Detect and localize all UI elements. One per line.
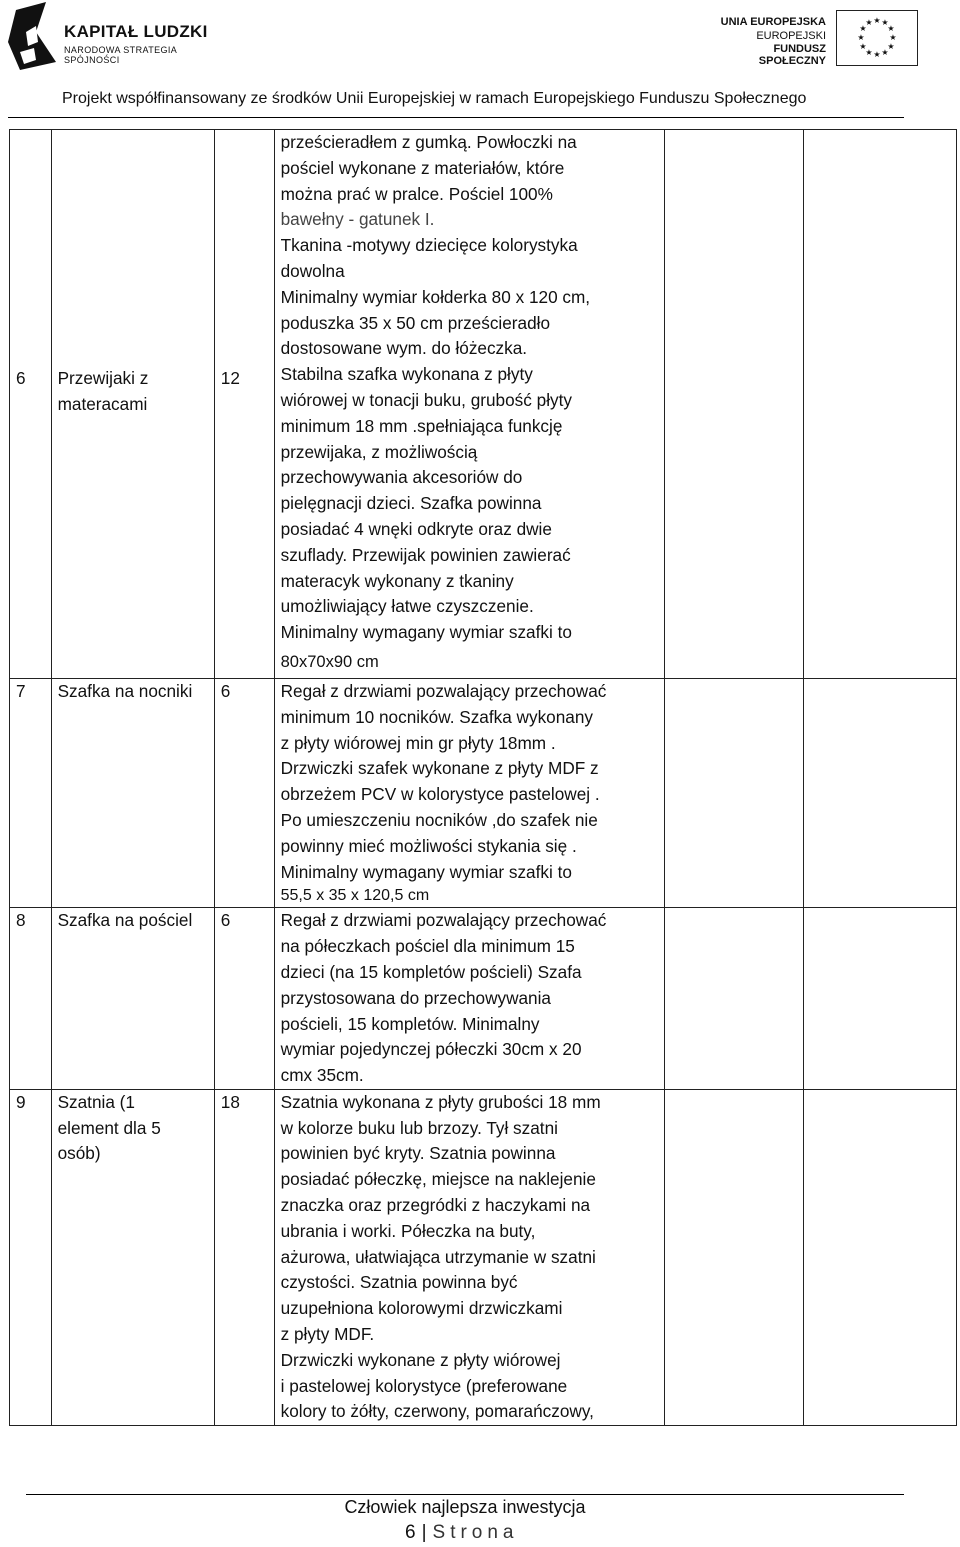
page-label: Strona	[432, 1522, 519, 1543]
eu-logo-line2: EUROPEJSKI	[756, 30, 826, 42]
eu-logo-line3: FUNDUSZ SPOŁECZNY	[758, 43, 826, 67]
svg-text:★: ★	[859, 24, 867, 33]
item-name-line: osób)	[57, 1143, 101, 1164]
empty-cell	[803, 908, 956, 1090]
empty-cell	[664, 678, 803, 907]
page-number	[405, 1522, 519, 1544]
description-cell	[274, 1089, 664, 1425]
description-line: czystości. Szatnia powinna być	[280, 1272, 518, 1293]
description-line: Regał z drzwiami pozwalający przechować	[280, 910, 607, 931]
item-name-line: materacami	[57, 393, 148, 414]
empty-cell	[664, 130, 803, 679]
description-line: powinien być kryty. Szatnia powinna	[280, 1143, 556, 1164]
description-line: z płyty wiórowej min gr płyty 18mm .	[280, 732, 556, 753]
logo-left-title: KAPITAŁ LUDZKI	[64, 22, 208, 41]
svg-text:★: ★	[881, 18, 889, 27]
description-line: materacyk wykonany z tkaniny	[280, 570, 514, 591]
description-line: Po umieszczeniu nocników ,do szafek nie	[280, 809, 598, 830]
table-row	[10, 130, 957, 679]
logo-left-subtitle: NARODOWA STRATEGIA SPÓJNOŚCI	[64, 45, 177, 65]
table-row	[10, 678, 957, 907]
description-line: wiórowej w tonacji buku, grubość płyty	[280, 389, 572, 410]
description-line: przechowywania akcesoriów do	[280, 467, 523, 488]
header-divider	[8, 117, 904, 118]
svg-text:★: ★	[887, 42, 895, 51]
table-row	[10, 908, 957, 1090]
svg-text:★: ★	[865, 48, 873, 57]
row-number: 9	[16, 1091, 26, 1112]
description-line: posiadać półeczkę, miejsce na naklejenie	[280, 1169, 596, 1190]
quantity: 12	[220, 368, 240, 388]
specification-table	[9, 129, 957, 1426]
description-line: minimum 10 nocników. Szafka wykonany	[280, 706, 593, 727]
description-line: cmx 35cm.	[280, 1065, 364, 1086]
description-line: prześcieradłem z gumką. Powłoczki na	[280, 132, 577, 152]
description-cell	[274, 908, 664, 1090]
svg-text:★: ★	[873, 50, 881, 59]
page-number-value: 6	[405, 1522, 416, 1543]
description-line: Minimalny wymiar kołderka 80 x 120 cm,	[280, 286, 591, 307]
row-number: 6	[16, 368, 26, 388]
item-name-cell	[51, 678, 214, 907]
item-name-cell	[51, 908, 214, 1090]
description-line: na półeczkach pościel dla minimum 15	[280, 936, 575, 957]
quantity: 6	[220, 910, 231, 931]
row-number: 7	[16, 680, 26, 701]
item-name-line: Szafka na nocniki	[57, 680, 193, 701]
empty-cell	[803, 130, 956, 679]
description-line: kolory to żółty, czerwony, pomarańczowy,	[280, 1401, 594, 1422]
row-number-cell	[10, 1089, 52, 1425]
description-line: ażurowa, ułatwiająca utrzymanie w szatni	[280, 1246, 596, 1267]
page-header	[0, 0, 960, 118]
footer-divider	[26, 1494, 904, 1495]
quantity-cell	[214, 130, 274, 679]
description-line: pościeli, 15 kompletów. Minimalny	[280, 1013, 540, 1034]
item-name-line: element dla 5	[57, 1117, 161, 1138]
item-name-line: Szafka na pościel	[57, 910, 193, 931]
description-line: umożliwiający łatwe czyszczenie.	[280, 596, 534, 617]
quantity: 6	[220, 680, 231, 701]
description-line: powinny mieć możliwości stykania się .	[280, 835, 577, 856]
footer-slogan: Człowiek najlepsza inwestycja	[344, 1497, 586, 1517]
item-name-line: Szatnia (1	[57, 1091, 135, 1112]
description-line: poduszka 35 x 50 cm prześcieradło	[280, 312, 551, 333]
description-line: dowolna	[280, 260, 345, 281]
eu-flag-icon	[836, 10, 918, 66]
description-line: ubrania i worki. Półeczka na buty,	[280, 1220, 536, 1241]
description-line: Minimalny wymagany wymiar szafki to	[280, 861, 572, 882]
empty-cell	[803, 1089, 956, 1425]
table-row	[10, 1089, 957, 1425]
kapital-ludzki-logo	[6, 2, 226, 72]
description-line: wymiar pojedynczej półeczki 30cm x 20	[280, 1039, 582, 1060]
quantity-cell	[214, 908, 274, 1090]
empty-cell	[664, 908, 803, 1090]
description-line: Drzwiczki wykonane z płyty wiórowej	[280, 1349, 561, 1370]
svg-text:★: ★	[889, 33, 897, 42]
description-line: Stabilna szafka wykonana z płyty	[280, 364, 533, 385]
item-name-cell	[51, 1089, 214, 1425]
description-line: dostosowane wym. do łóżeczka.	[280, 338, 528, 359]
svg-text:★: ★	[881, 48, 889, 57]
project-funding-note: Projekt współfinansowany ze środków Unii Europejskiej w ramach Europejskiego Funduszu Społecznego	[62, 90, 807, 107]
svg-text:★: ★	[857, 33, 865, 42]
description-line: przewijaka, z możliwością	[280, 441, 478, 462]
svg-text:★: ★	[865, 18, 873, 27]
description-line: dzieci (na 15 kompletów pościeli) Szafa	[280, 961, 582, 982]
svg-text:★: ★	[859, 42, 867, 51]
description-line: Szatnia wykonana z płyty grubości 18 mm	[280, 1091, 601, 1112]
row-number-cell	[10, 130, 52, 679]
description-line: 80x70x90 cm	[280, 652, 379, 671]
description-line: 55,5 x 35 x 120,5 cm	[280, 887, 430, 905]
description-line: Minimalny wymagany wymiar szafki to	[280, 622, 572, 643]
quantity: 18	[220, 1091, 240, 1112]
quantity-cell	[214, 678, 274, 907]
kapital-ludzki-emblem-icon	[6, 2, 58, 70]
description-line: przystosowana do przechowywania	[280, 987, 551, 1008]
description-cell	[274, 130, 664, 679]
description-line: Drzwiczki szafek wykonane z płyty MDF z	[280, 758, 599, 779]
svg-text:★: ★	[887, 24, 895, 33]
description-line: Regał z drzwiami pozwalający przechować	[280, 680, 607, 701]
eu-logo-line1: UNIA EUROPEJSKA	[720, 16, 826, 28]
item-name-cell	[51, 130, 214, 679]
quantity-cell	[214, 1089, 274, 1425]
description-line: obrzeżem PCV w kolorystyce pastelowej .	[280, 784, 600, 805]
description-line: minimum 18 mm .spełniająca funkcję	[280, 415, 563, 436]
description-line: znaczka oraz przegródki z haczykami na	[280, 1195, 591, 1216]
description-line: posiadać 4 wnęki odkryte oraz dwie	[280, 518, 552, 539]
description-line: Tkanina -motywy dziecięce kolorystyka	[280, 235, 578, 256]
row-number: 8	[16, 910, 26, 931]
description-line: bawełny - gatunek I.	[280, 209, 435, 230]
description-line: uzupełniona kolorowymi drzwiczkami	[280, 1298, 563, 1319]
item-name-line: Przewijaki z	[57, 368, 149, 388]
empty-cell	[664, 1089, 803, 1425]
eu-logo	[708, 10, 918, 68]
description-line: można prać w pralce. Pościel 100%	[280, 183, 553, 204]
empty-cell	[803, 678, 956, 907]
description-line: z płyty MDF.	[280, 1324, 375, 1345]
row-number-cell	[10, 678, 52, 907]
description-line: pielęgnacji dzieci. Szafka powinna	[280, 493, 542, 514]
description-line: pościel wykonane z materiałów, które	[280, 157, 565, 178]
description-cell	[274, 678, 664, 907]
row-number-cell	[10, 908, 52, 1090]
description-line: i pastelowej kolorystyce (preferowane	[280, 1375, 568, 1396]
page-separator: |	[421, 1522, 427, 1543]
svg-text:★: ★	[873, 16, 881, 25]
description-line: w kolorze buku lub brzozy. Tył szatni	[280, 1117, 558, 1138]
description-line: szuflady. Przewijak powinien zawierać	[280, 544, 571, 565]
